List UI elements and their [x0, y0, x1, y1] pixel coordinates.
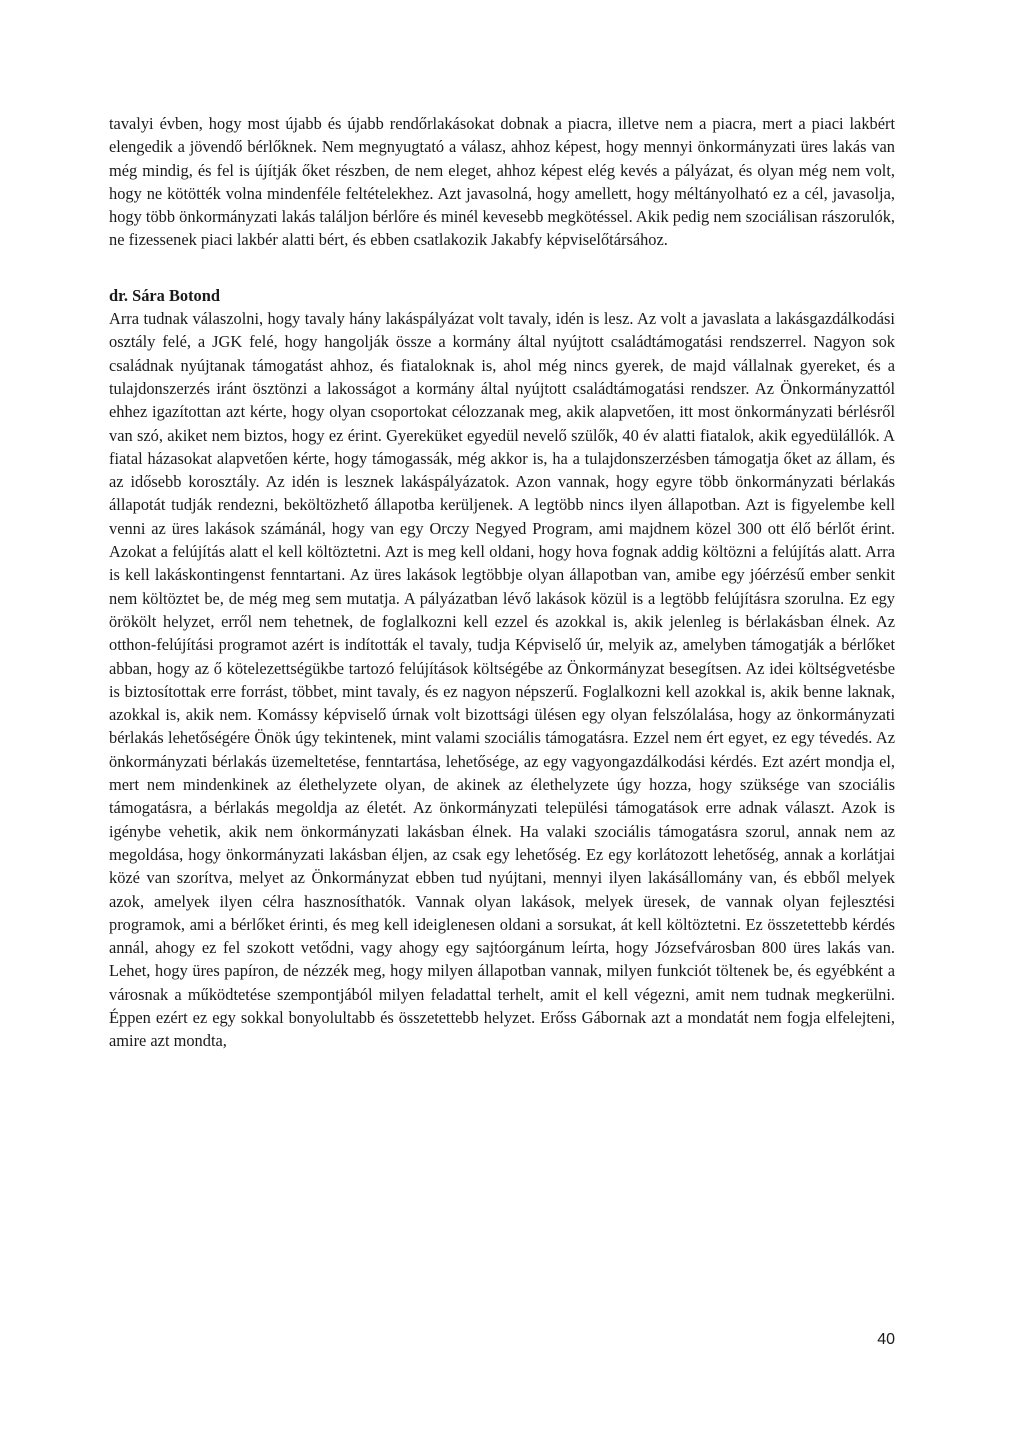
paragraph-continuation: tavalyi évben, hogy most újabb és újabb rendőrlakásokat dobnak a piacra, illetve nem a piacra, mert a piaci lakbért elengedik a jövendő bérlőknek. Nem megnyugtató a válasz, ahhoz képest, hogy mennyi önkormányzati üres lakás van még mindig, és fel is újítják őket részben, de nem eleget, ahhoz képest elég kevés a pályázat, és olyan még nem volt, hogy ne kötötték volna mindenféle feltételekhez. Azt javasolná, hogy amellett, hogy méltányolható ez a cél, javasolja, hogy több önkormányzati lakás találjon bérlőre és minél kevesebb megkötéssel. Akik pedig nem szociálisan rászorulók, ne fizessenek piaci lakbér alatti bért, és ebben csatlakozik Jakabfy képviselőtársához.	[109, 114, 895, 250]
speaker-statement: Arra tudnak válaszolni, hogy tavaly hány lakáspályázat volt tavaly, idén is lesz. Az volt a javaslata a lakásgazdálkodási osztály felé, a JGK felé, hogy hangolják össze a kormány által nyújtott családtámogatási rendszerrel. Nagyon sok családnak nyújtanak támogatást ahhoz, és fiataloknak is, ahol még nincs gyerek, de majd vállalnak gyereket, és a tulajdonszerzés iránt ösztönzi a lakosságot a kormány által nyújtott családtámogatási rendszer. Az Önkormányzattól ehhez igazítottan azt kérte, hogy olyan csoportokat célozzanak meg, akik alapvetően, itt most önkormányzati bérlésről van szó, akiket nem biztos, hogy ez érint. Gyereküket egyedül nevelő szülők, 40 év alatti fiatalok, akik egyedülállók. A fiatal házasokat alapvetően kérte, hogy támogassák, még akkor is, ha a tulajdonszerzésben támogatja őket az állam, és az idősebb korosztály. Az idén is lesznek lakáspályázatok. Azon vannak, hogy egyre több önkormányzati bérlakás állapotát tudják rendezni, beköltözhető állapotba kerüljenek. A legtöbb nincs ilyen állapotban. Azt is figyelembe kell venni az üres lakások számánál, hogy van egy Orczy Negyed Program, ami majdnem közel 300 ott élő bérlőt érint. Azokat a felújítás alatt el kell költöztetni. Azt is meg kell oldani, hogy hova fognak addig költözni a felújítás alatt. Arra is kell lakáskontingenst fenntartani. Az üres lakások legtöbbje olyan állapotban van, amibe egy jóérzésű ember senkit nem költöztet be, de még meg sem mutatja. A pályázatban lévő lakások közül is a legtöbb felújításra szorulna. Ez egy örökölt helyzet, erről nem tehetnek, de foglalkozni kell ezzel és azokkal is, akik jelenleg is bérlakásban élnek. Az otthon-felújítási programot azért is indították el tavaly, tudja Képviselő úr, melyik az, amelyben támogatják a bérlőket abban, hogy az ő kötelezettségükbe tartozó felújítások költségébe az Önkormányzat besegítsen. Az idei költségvetésbe is biztosítottak erre forrást, többet, mint tavaly, és ez nagyon népszerű. Foglalkozni kell azokkal is, akik benne laknak, azokkal is, akik nem. Komássy képviselő úrnak volt bizottsági ülésen egy olyan felszólalása, hogy az önkormányzati bérlakás lehetőségére Önök úgy tekintenek, mint valami szociális támogatásra. Ezzel nem ért egyet, ez egy tévedés. Az önkormányzati bérlakás üzemeltetése, fenntartása, lehetősége, az egy vagyongazdálkodási kérdés. Ezt azért mondja el, mert nem mindenkinek az élethelyzete olyan, de akinek az élethelyzete úgy hozza, hogy szüksége van szociális támogatásra, a bérlakás megoldja az életét. Az önkormányzati települési támogatások erre adnak választ. Azok is igénybe vehetik, akik nem önkormányzati lakásban élnek. Ha valaki szociális támogatásra szorul, annak nem az megoldása, hogy önkormányzati lakásban éljen, az csak egy lehetőség. Ez egy korlátozott lehetőség, annak a korlátjai közé van szorítva, melyet az Önkormányzat ebben tud nyújtani, mennyi ilyen lakásállomány van, és ebből melyek azok, amelyek ilyen célra hasznosíthatók. Vannak olyan lakások, melyek üresek, de vannak olyan fejlesztési programok, ami a bérlőket érinti, és meg kell ideiglenesen oldani a sorsukat, át kell költöztetni. Ez összetettebb kérdés annál, ahogy ez fel szokott vetődni, vagy ahogy egy sajtóorgánum leírta, hogy Józsefvárosban 800 üres lakás van. Lehet, hogy üres papíron, de nézzék meg, hogy milyen állapotban vannak, milyen funkciót töltenek be, és egyébként a városnak a működtetése szempontjából milyen feladattal terhelt, amit el kell végezni, amit nem tudnak megkerülni. Éppen ezért ez egy sokkal bonyolultabb és összetettebb helyzet. Erőss Gábornak azt a mondatát nem fogja elfelejteni, amire azt mondta,	[109, 309, 895, 1051]
document-body	[109, 112, 895, 1053]
speaker-name: dr. Sára Botond	[109, 285, 220, 305]
page-number: 40	[877, 1331, 895, 1348]
